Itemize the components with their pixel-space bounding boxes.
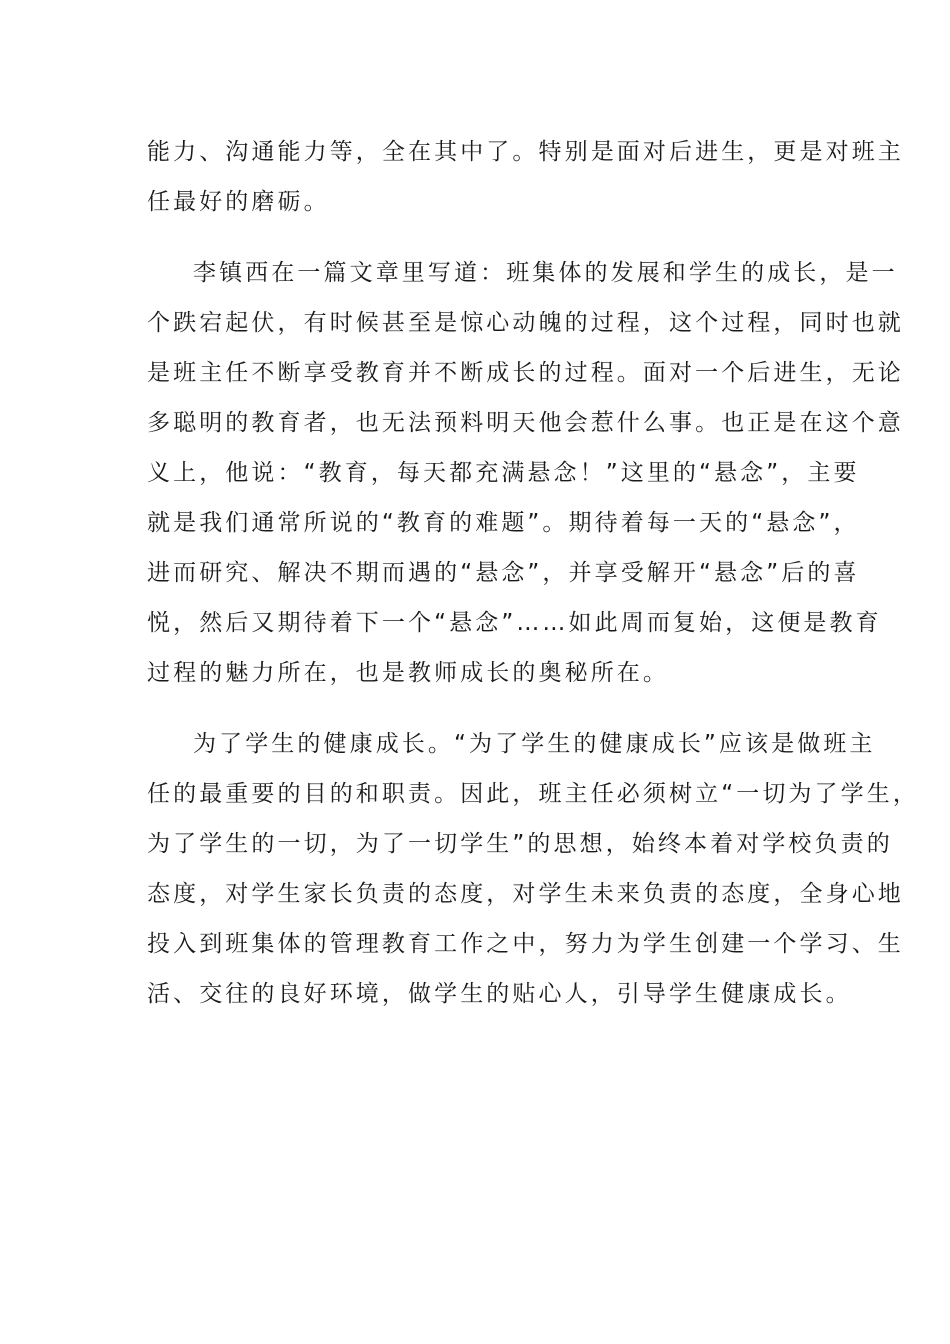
paragraph-3-line-4: 态度，对学生家长负责的态度，对学生未来负责的态度，全身心地 xyxy=(147,881,904,907)
paragraph-3-line-5: 投入到班集体的管理教育工作之中，努力为学生创建一个学习、生 xyxy=(147,931,904,957)
paragraph-2-line-1: 李镇西在一篇文章里写道：班集体的发展和学生的成长，是一 xyxy=(193,260,898,286)
paragraph-3-line-6: 活、交往的良好环境，做学生的贴心人，引导学生健康成长。 xyxy=(147,981,852,1007)
paragraph-1-line-2: 任最好的磨砺。 xyxy=(147,189,330,215)
paragraph-2-line-3: 是班主任不断享受教育并不断成长的过程。面对一个后进生，无论 xyxy=(147,360,904,386)
paragraph-2-line-6: 就是我们通常所说的“教育的难题”。期待着每一天的“悬念”， xyxy=(147,510,860,536)
paragraph-1-line-1: 能力、沟通能力等，全在其中了。特别是面对后进生，更是对班主 xyxy=(147,139,904,165)
paragraph-3-line-1: 为了学生的健康成长。“为了学生的健康成长”应该是做班主 xyxy=(193,731,876,757)
paragraph-2-line-7: 进而研究、解决不期而遇的“悬念”，并享受解开“悬念”后的喜 xyxy=(147,560,860,586)
paragraph-2-line-4: 多聪明的教育者，也无法预料明天他会惹什么事。也正是在这个意 xyxy=(147,410,904,436)
paragraph-3-line-3: 为了学生的一切，为了一切学生”的思想，始终本着对学校负责的 xyxy=(147,831,893,857)
paragraph-3-line-2: 任的最重要的目的和职责。因此，班主任必须树立“一切为了学生， xyxy=(147,781,919,807)
paragraph-2-line-9: 过程的魅力所在，也是教师成长的奥秘所在。 xyxy=(147,660,669,686)
paragraph-2-line-5: 义上，他说：“教育，每天都充满悬念！”这里的“悬念”，主要 xyxy=(147,460,860,486)
paragraph-2-line-8: 悦，然后又期待着下一个“悬念”……如此周而复始，这便是教育 xyxy=(147,610,882,636)
paragraph-2-line-2: 个跌宕起伏，有时候甚至是惊心动魄的过程，这个过程，同时也就 xyxy=(147,310,904,336)
